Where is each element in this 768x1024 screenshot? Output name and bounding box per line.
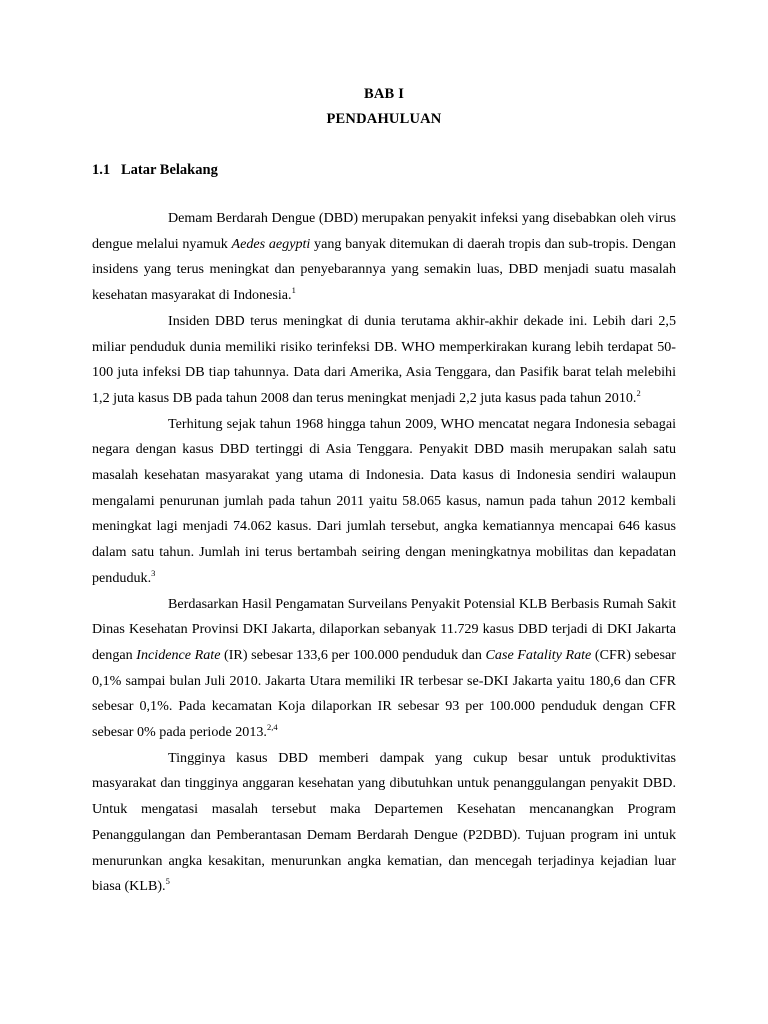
citation-superscript: 2,4 (266, 722, 278, 733)
text-run: Insiden DBD terus meningkat di dunia terutama akhir-akhir dekade ini. Lebih dari 2,5 miliar penduduk dunia memiliki risiko terinfeksi DB. WHO memperkirakan kurang lebih terdapat 50-100 juta infeksi DB tiap tahunnya. Data dari Amerika, Asia Tenggara, dan Pasifik barat telah melebihi 1,2 juta kasus DB pada tahun 2008 dan terus meningkat menjadi 2,2 juta kasus pada tahun 2010. (92, 312, 676, 406)
body-text (92, 206, 676, 900)
chapter-title: PENDAHULUAN (326, 111, 442, 127)
text-run: Terhitung sejak tahun 1968 hingga tahun 2009, WHO mencatat negara Indonesia sebagai negara dengan kasus DBD tertinggi di Asia Tenggara. Penyakit DBD masih merupakan salah satu masalah kesehatan masyarakat yang utama di Indonesia. Data kasus di Indonesia sendiri walaupun mengalami penurunan jumlah pada tahun 2011 yaitu 58.065 kasus, namun pada tahun 2012 kembali meningkat lagi menjadi 74.062 kasus. Dari jumlah tersebut, angka kematiannya mencapai 646 kasus dalam satu tahun. Jumlah ini terus bertambah seiring dengan meningkatnya mobilitas dan kepadatan penduduk. (92, 415, 676, 586)
paragraph (92, 309, 676, 412)
italic-term: Incidence Rate (136, 646, 221, 663)
section-heading (92, 162, 218, 179)
text-run: Demam Berdarah Dengue (DBD) merupakan penyakit infeksi yang disebabkan oleh virus dengue melalui nyamuk (92, 210, 676, 252)
paragraph (92, 412, 676, 592)
text-run: (IR) sebesar 133,6 per 100.000 penduduk dan (220, 646, 486, 663)
citation-superscript: 3 (151, 567, 156, 578)
paragraph (92, 746, 676, 900)
text-run: yang banyak ditemukan di daerah tropis dan sub-tropis. Dengan insidens yang terus meningkat dan penyebarannya yang semakin luas, DBD menjadi suatu masalah kesehatan masyarakat di Indonesia. (92, 235, 676, 304)
italic-term: Aedes aegypti (231, 235, 311, 252)
section-title: Latar Belakang (121, 162, 218, 178)
chapter-number: BAB I (363, 86, 405, 102)
paragraph (92, 206, 676, 309)
citation-superscript: 2 (636, 387, 641, 398)
text-run: Berdasarkan Hasil Pengamatan Surveilans Penyakit Potensial KLB Berbasis Rumah Sakit Dinas Kesehatan Provinsi DKI Jakarta, dilaporkan sebanyak 11.729 kasus DBD terjadi di DKI Jakarta dengan (92, 595, 676, 663)
italic-term: Case Fatality Rate (485, 646, 592, 663)
text-run: Tingginya kasus DBD memberi dampak yang cukup besar untuk produktivitas masyarakat dan tingginya anggaran kesehatan yang dibutuhkan untuk penanggulangan penyakit DBD. Untuk mengatasi masalah tersebut maka Departemen Kesehatan mencanangkan Program Penanggulangan dan Pemberantasan Demam Berdarah Dengue (P2DBD). Tujuan program ini untuk menurunkan angka kesakitan, menurunkan angka kematian, dan mencegah terjadinya kejadian luar biasa (KLB). (92, 749, 676, 895)
paragraph (92, 592, 676, 746)
citation-superscript: 5 (165, 876, 170, 887)
text-run: (CFR) sebesar 0,1% sampai bulan Juli 2010. Jakarta Utara memiliki IR terbesar se-DKI Jakarta yaitu 180,6 dan CFR sebesar 0,1%. Pada kecamatan Koja dilaporkan IR sebesar 93 per 100.000 penduduk dengan CFR sebesar 0% pada periode 2013. (92, 646, 676, 741)
citation-superscript: 1 (291, 285, 296, 296)
section-number: 1.1 (92, 162, 111, 178)
